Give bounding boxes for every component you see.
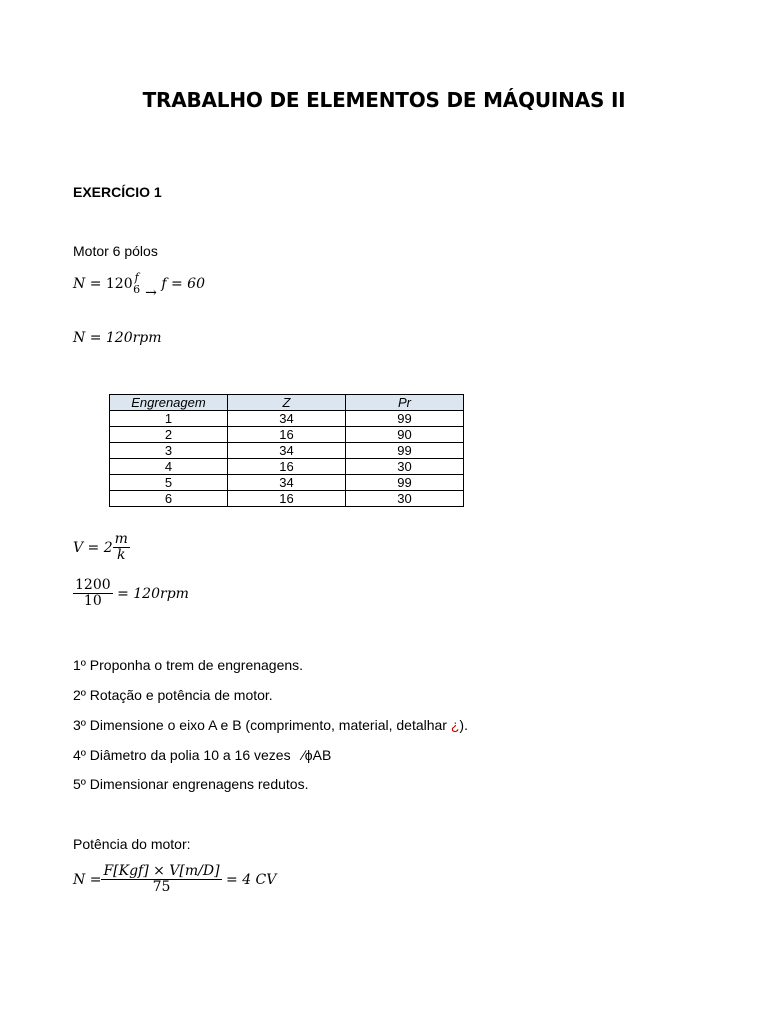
- equation-power: [73, 864, 276, 896]
- cell-engrenagem: 2: [110, 427, 228, 443]
- document-title: TRABALHO DE ELEMENTOS DE MÁQUINAS II: [142, 88, 626, 112]
- eq3-den: k: [117, 547, 126, 564]
- eq1-fraction: [133, 272, 141, 296]
- cell-z: 34: [228, 411, 346, 427]
- cell-pr: 30: [346, 459, 464, 475]
- eq5-fraction: [101, 864, 221, 896]
- task-3-mark: ¿: [450, 717, 460, 733]
- cell-pr: 99: [346, 411, 464, 427]
- motor-label: Motor 6 pólos: [73, 243, 158, 259]
- equation-rotation: N = 120 f 6 → f = 60: [73, 271, 205, 302]
- task-4: [73, 747, 331, 763]
- task-4-symbol: ∕ϕAB: [302, 747, 332, 763]
- task-3-text: 3º Dimensione o eixo A e B (comprimento, material, detalhar: [73, 717, 451, 733]
- task-3-end: ).: [459, 717, 468, 733]
- exercise-heading: EXERCÍCIO 1: [73, 184, 162, 200]
- eq5-lhs: N =: [73, 871, 102, 888]
- eq3-lhs: V = 2: [73, 539, 113, 556]
- cell-z: 16: [228, 491, 346, 507]
- header-pr: Pr: [346, 395, 464, 411]
- header-z: Z: [228, 395, 346, 411]
- cell-z: 34: [228, 475, 346, 491]
- cell-engrenagem: 4: [110, 459, 228, 475]
- task-2: 2º Rotação e potência de motor.: [73, 687, 273, 703]
- equation-ratio: [73, 578, 189, 610]
- task-1: 1º Proponha o trem de engrenagens.: [73, 657, 304, 673]
- equation-velocity: [73, 532, 130, 564]
- power-label: Potência do motor:: [73, 836, 191, 852]
- eq4-rhs: = 120rpm: [117, 585, 189, 602]
- eq1-coef: 120: [105, 276, 133, 293]
- cell-pr: 30: [346, 491, 464, 507]
- task-3: [73, 717, 468, 733]
- table-row: [110, 459, 464, 475]
- table-row: [110, 443, 464, 459]
- eq4-num: 1200: [75, 577, 111, 593]
- eq3-fraction: [113, 532, 130, 564]
- header-engrenagem: Engrenagem: [110, 395, 228, 411]
- cell-z: 16: [228, 459, 346, 475]
- eq5-rhs: = 4 CV: [226, 871, 277, 888]
- cell-pr: 99: [346, 475, 464, 491]
- gear-table-header-row: [110, 395, 464, 411]
- table-row: [110, 427, 464, 443]
- cell-engrenagem: 3: [110, 443, 228, 459]
- table-row: [110, 491, 464, 507]
- eq1-den: 6: [133, 283, 141, 297]
- task-4-text: 4º Diâmetro da polia 10 a 16 vezes: [73, 747, 291, 763]
- cell-engrenagem: 5: [110, 475, 228, 491]
- eq3-num: m: [114, 531, 128, 547]
- eq1-rhs: f = 60: [161, 276, 205, 293]
- eq4-den: 10: [83, 593, 102, 610]
- eq4-fraction: [73, 578, 113, 610]
- cell-engrenagem: 6: [110, 491, 228, 507]
- gear-table: [109, 394, 464, 507]
- eq5-num: F[Kgf] × V[m/D]: [103, 863, 220, 879]
- cell-z: 16: [228, 427, 346, 443]
- equation-rpm: N = 120rpm: [73, 330, 162, 346]
- cell-z: 34: [228, 443, 346, 459]
- table-row: [110, 411, 464, 427]
- cell-pr: 99: [346, 443, 464, 459]
- eq5-den: 75: [152, 879, 171, 896]
- task-5: 5º Dimensionar engrenagens redutos.: [73, 776, 309, 792]
- cell-pr: 90: [346, 427, 464, 443]
- eq1-lhs: N: [73, 276, 86, 293]
- table-row: [110, 475, 464, 491]
- eq1-arrow: →: [145, 285, 157, 302]
- cell-engrenagem: 1: [110, 411, 228, 427]
- eq1-num: f: [134, 271, 139, 284]
